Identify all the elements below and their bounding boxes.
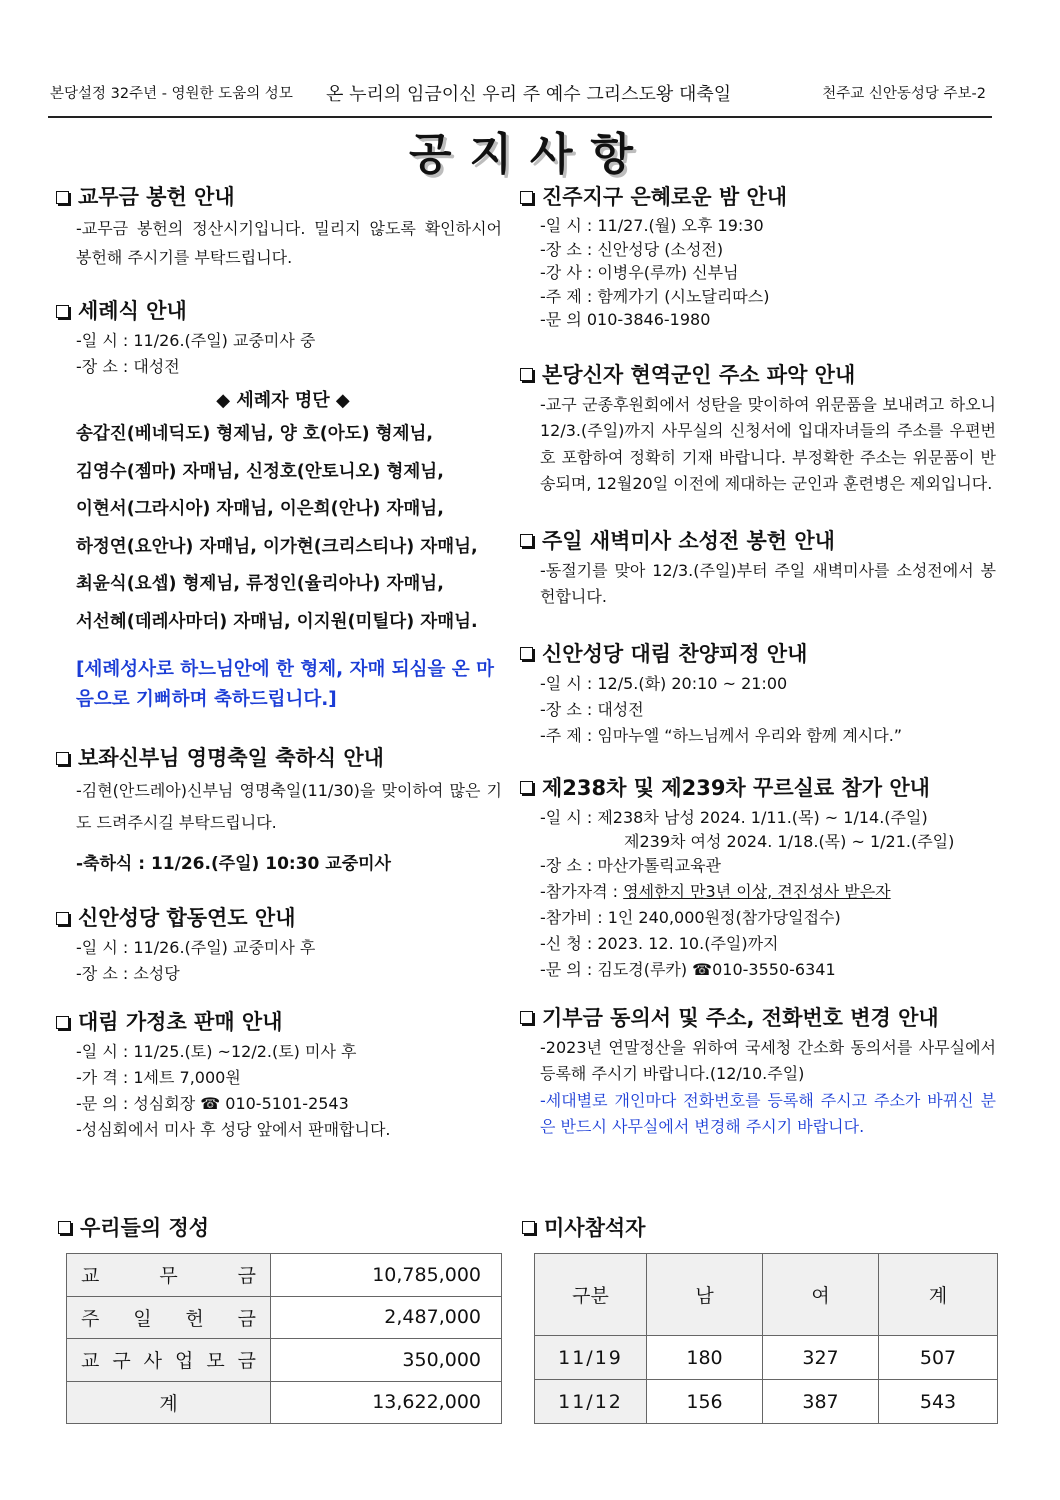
section-line: -일 시 : 11/26.(주일) 교중미사 중 (76, 331, 316, 350)
label-char: 구 (112, 1350, 131, 1373)
checkbox-square-icon (522, 1221, 535, 1234)
section-line: -가 격 : 1세트 7,000원 (76, 1068, 241, 1087)
section-line: -장 소 : 소성당 (76, 964, 180, 983)
offering-label (67, 1296, 271, 1339)
right-column (518, 180, 996, 1141)
label-char: 모 (206, 1350, 225, 1373)
section-line: -일 시 : 11/27.(월) 오후 19:30 (540, 216, 764, 235)
label-char: 금 (237, 1265, 256, 1288)
label-char: 금 (237, 1350, 256, 1373)
label-char: 일 (133, 1307, 152, 1330)
section-line: -장 소 : 신안성당 (소성전) (540, 239, 724, 259)
label-char: 무 (159, 1265, 178, 1288)
table-row (535, 1380, 998, 1424)
section-line: -문 의 010-3846-1980 (540, 310, 711, 329)
checkbox-square-icon (56, 305, 69, 318)
baptism-list-title: ◆ 세례자 명단 ◆ (216, 390, 350, 411)
section-text: -교구 군종후원회에서 성탄을 맞이하여 위문품을 보내려고 하오니 12/3.(주일)까지 사무실의 신청서에 입대자녀들의 주소를 우편번호 포함하여 정확히 기재 바랍니다. 부정확한 주소는 위문품이 반송되며, 12월20일 이전에 제대하는 군인과 훈련병은 제외입니다. (540, 394, 996, 493)
checkbox-square-icon (56, 191, 69, 204)
eligibility-value: 영세한지 만3년 이상, 견진성사 받은자 (623, 881, 891, 901)
left-column (54, 180, 502, 1143)
column-header: 여 (763, 1254, 879, 1336)
table-row (67, 1339, 502, 1382)
section-title: 주일 새벽미사 소성전 봉헌 안내 (518, 524, 996, 558)
section-line: -일 시 : 11/26.(주일) 교중미사 후 (76, 938, 316, 957)
label-char: 업 (174, 1350, 194, 1373)
label-char: 금 (237, 1307, 256, 1330)
label-char: 헌 (185, 1307, 204, 1330)
section-title: 세례식 안내 (54, 294, 502, 328)
section-line: -문 의 : 성심회장 ☎ 010-5101-2543 (76, 1094, 349, 1113)
section-title: 신안성당 대림 찬양피정 안내 (518, 637, 996, 671)
baptism-blessing: [세례성사로 하느님안에 한 형제, 자매 되심을 온 마음으로 기뻐하며 축하드립니다.] (76, 659, 494, 710)
column-header: 구분 (535, 1254, 647, 1336)
checkbox-square-icon (58, 1221, 71, 1234)
section-line: -문 의 : 김도경(루카) ☎010-3550-6341 (540, 959, 836, 979)
section-text: -김현(안드레아)신부님 영명축일(11/30)을 맞이하여 많은 기도 드려주시길 부탁드립니다. (76, 781, 502, 832)
section-line: -주 제 : 임마누엘 “하느님께서 우리와 함께 계시다.” (540, 725, 903, 745)
header-left: 본당설정 32주년 - 영원한 도움의 성모 (50, 86, 293, 102)
section-text-blue: -세대별로 개인마다 전화번호를 등록해 주시고 주소가 바뀌신 분은 반드시 사무실에서 변경해 주시기 바랍니다. (540, 1090, 996, 1136)
table-row (535, 1336, 998, 1380)
table-row (67, 1381, 502, 1424)
table-cell: 180 (647, 1336, 763, 1380)
label-char: 주 (81, 1307, 100, 1330)
checkbox-square-icon (520, 368, 533, 381)
section-text: -동절기를 맞아 12/3.(주일)부터 주일 새벽미사를 소성전에서 봉헌합니다. (540, 560, 996, 606)
column-header: 남 (647, 1254, 763, 1336)
table-header-row (535, 1254, 998, 1336)
section-line: -장 소 : 마산가톨릭교육관 (540, 855, 721, 875)
table-row (67, 1254, 502, 1297)
section-line: -성심회에서 미사 후 성당 앞에서 판매합니다. (76, 1120, 391, 1139)
section-title: 기부금 동의서 및 주소, 전화번호 변경 안내 (518, 1001, 996, 1035)
section-text: -교무금 봉헌의 정산시기입니다. 밀리지 않도록 확인하시어 봉헌해 주시기를 부탁드립니다. (76, 219, 502, 267)
header-right: 천주교 신안동성당 주보-2 (822, 86, 986, 102)
celebration-line: -축하식 : 11/26.(주일) 10:30 교중미사 (76, 854, 391, 874)
section-title: 신안성당 합동연도 안내 (54, 901, 502, 935)
section-title: 교무금 봉헌 안내 (54, 180, 502, 214)
section-line: -장 소 : 대성전 (540, 699, 644, 719)
label-char: 교 (81, 1350, 100, 1373)
label-char: 사 (143, 1350, 163, 1373)
checkbox-square-icon (56, 1016, 69, 1029)
checkbox-square-icon (520, 781, 533, 794)
section-title: 보좌신부님 영명축일 축하식 안내 (54, 741, 502, 775)
section-line: 제239차 여성 2024. 1/18.(목) ~ 1/21.(주일) (624, 831, 955, 851)
section-line: -일 시 : 12/5.(화) 20:10 ~ 21:00 (540, 673, 788, 693)
section-line: -장 소 : 대성전 (76, 357, 180, 376)
offering-label (67, 1339, 271, 1382)
section-title: 제238차 및 제239차 꾸르실료 참가 안내 (518, 771, 996, 805)
offering-value: 2,487,000 (271, 1296, 502, 1339)
bulletin-header (48, 80, 992, 118)
section-title: 대림 가정초 판매 안내 (54, 1005, 502, 1039)
checkbox-square-icon (520, 1011, 533, 1024)
checkbox-square-icon (56, 752, 69, 765)
table-cell: 11/19 (535, 1336, 647, 1380)
section-line: -참가비 : 1인 240,000원정(참가당일접수) (540, 907, 841, 927)
offering-label (67, 1381, 271, 1424)
baptism-names: 송갑진(베네딕도) 형제님, 양 호(아도) 형제님, 김영수(젬마) 자매님, 신정호(안토니오) 형제님, 이현서(그라시아) 자매님, 이은희(안나) 자매님, 하정연(요안나) 자매님, 이가현(크리스티나) 자매님, 최윤식(요셉) 형제님, 류정인(율리아나) 자매님, 서선혜(데레사마더) 자매님, 이지원(미틸다) 자매님. (76, 424, 478, 632)
offering-title: 우리들의 정성 (56, 1212, 209, 1242)
table-cell: 11/12 (535, 1380, 647, 1424)
offering-value: 13,622,000 (271, 1381, 502, 1424)
table-cell: 387 (763, 1380, 879, 1424)
offering-value: 350,000 (271, 1339, 502, 1382)
checkbox-square-icon (520, 647, 533, 660)
section-line: -참가자격 : 영세한지 만3년 이상, 견진성사 받은자 (540, 881, 891, 901)
label-char: 계 (159, 1392, 178, 1415)
section-line: -일 시 : 11/25.(토) ~12/2.(토) 미사 후 (76, 1042, 357, 1061)
page-title: 공지사항 (408, 129, 651, 180)
column-header: 계 (879, 1254, 998, 1336)
section-line: -신 청 : 2023. 12. 10.(주일)까지 (540, 933, 779, 953)
checkbox-square-icon (56, 912, 69, 925)
attendance-table (534, 1253, 998, 1424)
table-cell: 507 (879, 1336, 998, 1380)
checkbox-square-icon (520, 534, 533, 547)
table-row (67, 1296, 502, 1339)
table-cell: 327 (763, 1336, 879, 1380)
section-title: 본당신자 현역군인 주소 파악 안내 (518, 358, 996, 392)
section-text: -2023년 연말정산을 위하여 국세청 간소화 동의서를 사무실에서 등록해 주시기 바랍니다.(12/10.주일) (540, 1037, 996, 1083)
header-center: 온 누리의 임금이신 우리 주 예수 그리스도왕 대축일 (326, 84, 732, 105)
section-title: 진주지구 은혜로운 밤 안내 (518, 180, 996, 214)
attendance-title: 미사참석자 (520, 1212, 645, 1242)
checkbox-square-icon (520, 191, 533, 204)
section-line: -주 제 : 함께가기 (시노달리따스) (540, 286, 770, 306)
table-cell: 156 (647, 1380, 763, 1424)
label-char: 교 (81, 1265, 100, 1288)
offering-value: 10,785,000 (271, 1254, 502, 1297)
offering-table (66, 1253, 502, 1424)
offering-label (67, 1254, 271, 1297)
table-cell: 543 (879, 1380, 998, 1424)
section-line: -강 사 : 이병우(루까) 신부님 (540, 263, 739, 282)
section-line: -일 시 : 제238차 남성 2024. 1/11.(목) ~ 1/14.(주일) (540, 807, 928, 827)
